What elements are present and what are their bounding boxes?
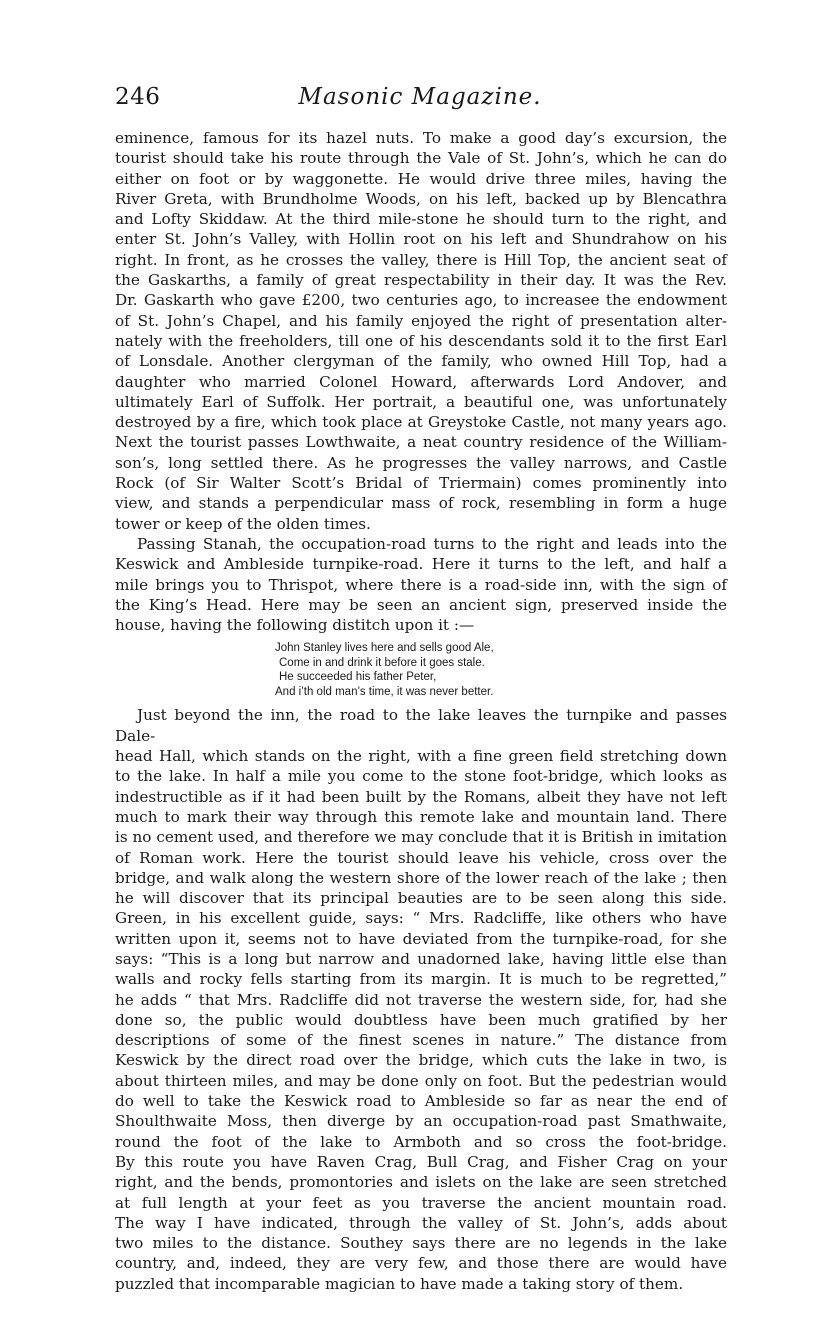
text-line: about thirteen miles, and may be done only on foot. But the pedestrian would — [115, 1071, 727, 1090]
text-line: Keswick and Ambleside turnpike-road. Here it turns to the left, and half a — [115, 555, 727, 574]
inn-sign-verse — [275, 641, 727, 699]
text-line: eminence, famous for its hazel nuts. To make a good day’s excursion, the — [115, 129, 727, 147]
text-line: nately with the freeholders, till one of his descendants sold it to the first Earl — [115, 331, 727, 350]
text-line: the Gaskarths, a family of great respectability in their day. It was the Rev. — [115, 271, 727, 290]
text-line: either on foot or by waggonette. He would drive three miles, having the — [115, 169, 727, 188]
verse-line: John Stanley lives here and sells good Ale, — [275, 642, 494, 655]
text-line: done so, the public would doubtless have been much gratified by her — [115, 1010, 727, 1029]
text-line: written upon it, seems not to have deviated from the turnpike-road, for she — [115, 929, 727, 948]
text-line: of Roman work. Here the tourist should leave his vehicle, cross over the — [115, 848, 727, 867]
text-line: view, and stands a perpendicular mass of rock, resembling in form a huge — [115, 494, 727, 513]
text-line: tourist should take his route through the Vale of St. John’s, which he can do — [115, 149, 727, 168]
text-line: two miles to the distance. Southey says there are no legends in the lake — [115, 1234, 727, 1253]
paragraph-1 — [115, 128, 727, 534]
text-line: and Lofty Skiddaw. At the third mile-stone he should turn to the right, and — [115, 210, 727, 229]
page-header — [115, 84, 725, 124]
text-line: destroyed by a fire, which took place at Greystoke Castle, not many years ago. — [115, 413, 727, 432]
text-line: enter St. John’s Valley, with Hollin root on his left and Shundrahow on his — [115, 230, 727, 249]
text-line: Shoulthwaite Moss, then diverge by an occupation-road past Smathwaite, — [115, 1112, 727, 1131]
text-line: Passing Stanah, the occupation-road turns to the right and leads into the — [137, 534, 727, 553]
text-line: Green, in his excellent guide, says: “ Mrs. Radcliffe, like others who have — [115, 909, 727, 928]
text-line: house, having the following distitch upon it :— — [115, 616, 475, 635]
text-line: mile brings you to Thrispot, where there is a road-side inn, with the sign of — [115, 575, 727, 594]
text-line: says: “This is a long but narrow and unadorned lake, having little else than — [115, 949, 727, 968]
text-line: descriptions of some of the finest scenes in nature.” The distance from — [115, 1031, 727, 1050]
text-line: Dr. Gaskarth who gave £200, two centuries ago, to increasee the endowment — [115, 291, 727, 310]
text-line: the King’s Head. Here may be seen an ancient sign, preserved inside the — [115, 595, 727, 614]
text-line: round the foot of the lake to Armboth and so cross the foot-bridge. — [115, 1132, 727, 1151]
text-line: is no cement used, and therefore we may conclude that it is British in imitation — [115, 828, 727, 847]
verse-line: And i’th old man’s time, it was never better. — [275, 685, 494, 698]
text-line: of St. John’s Chapel, and his family enjoyed the right of presentation alter- — [115, 311, 727, 330]
text-line: much to mark their way through this remote lake and mountain land. There — [115, 807, 727, 826]
text-line: head Hall, which stands on the right, with a fine green field stretching down — [115, 747, 727, 766]
text-line: puzzled that incomparable magician to have made a taking story of them. — [115, 1274, 684, 1293]
text-line: indestructible as if it had been built by the Romans, albeit they have not left — [115, 787, 727, 806]
text-line: son’s, long settled there. As he progresses the valley narrows, and Castle — [115, 453, 727, 472]
text-line: country, and, indeed, they are very few, and those there are would have — [115, 1254, 727, 1273]
text-line: do well to take the Keswick road to Ambleside so far as near the end of — [115, 1092, 727, 1111]
text-line: of Lonsdale. Another clergyman of the family, who owned Hill Top, had a — [115, 352, 727, 371]
text-line: he adds “ that Mrs. Radcliffe did not traverse the western side, for, had she — [115, 990, 727, 1009]
paragraph-2 — [115, 534, 727, 635]
text-line: daughter who married Colonel Howard, afterwards Lord Andover, and — [115, 372, 727, 391]
paragraph-3 — [115, 705, 727, 1294]
page-number: 246 — [115, 84, 161, 110]
text-line: Keswick by the direct road over the bridge, which cuts the lake in two, is — [115, 1051, 727, 1070]
text-line: right. In front, as he crosses the valley, there is Hill Top, the ancient seat of — [115, 250, 727, 269]
text-line: right, and the bends, promontories and islets on the lake are seen stretched — [115, 1173, 727, 1192]
text-line: River Greta, with Brundholme Woods, on his left, backed up by Blencathra — [115, 189, 727, 208]
text-line: By this route you have Raven Crag, Bull Crag, and Fisher Crag on your — [115, 1152, 727, 1171]
verse-line: He succeeded his father Peter, — [279, 671, 437, 684]
text-line: at full length at your feet as you traverse the ancient mountain road. — [115, 1193, 727, 1212]
text-line: The way I have indicated, through the valley of St. John’s, adds about — [115, 1213, 727, 1232]
text-line: tower or keep of the olden times. — [115, 514, 371, 533]
text-line: Rock (of Sir Walter Scott’s Bridal of Triermain) comes prominently into — [115, 474, 727, 493]
text-line: to the lake. In half a mile you come to the stone foot-bridge, which looks as — [115, 767, 727, 786]
text-line: Next the tourist passes Lowthwaite, a neat country residence of the William- — [115, 433, 727, 452]
article-body — [115, 128, 727, 1294]
text-line: walls and rocky fells starting from its margin. It is much to be regretted,” — [115, 970, 727, 989]
text-line: Just beyond the inn, the road to the lake leaves the turnpike and passes Dale- — [115, 706, 727, 745]
text-line: he will discover that its principal beauties are to be seen along this side. — [115, 889, 727, 908]
running-title: Masonic Magazine. — [298, 84, 542, 110]
verse-line: Come in and drink it before it goes stale. — [279, 656, 485, 669]
text-line: ultimately Earl of Suffolk. Her portrait, a beautiful one, was unfortunately — [115, 392, 727, 411]
text-line: bridge, and walk along the western shore of the lower reach of the lake ; then — [115, 868, 727, 887]
